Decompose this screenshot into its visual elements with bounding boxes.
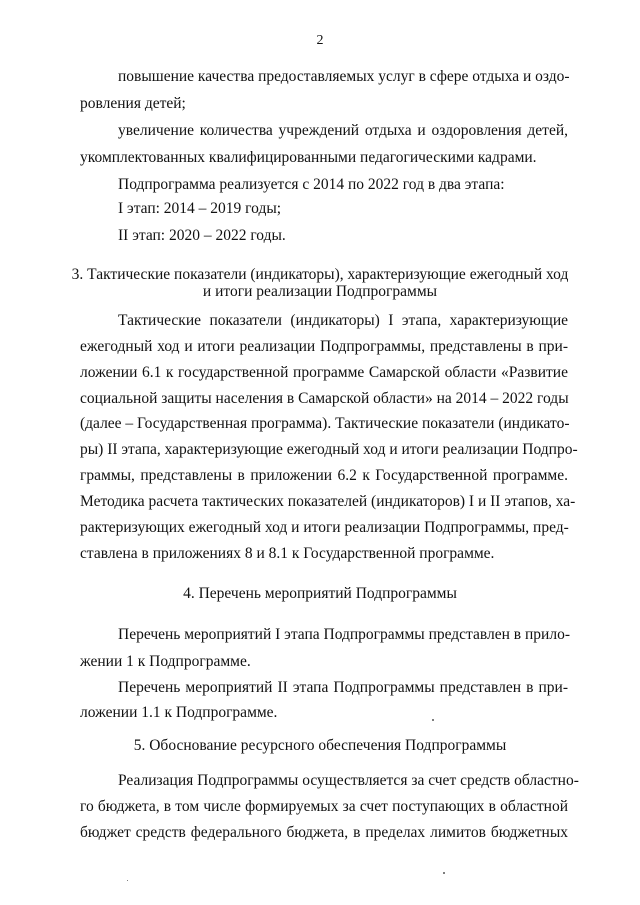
text-line: Перечень мероприятий II этапа Подпрограммы представлен в при- (118, 679, 568, 696)
text-line: рактеризующих ежегодный ход и итоги реализации Подпрограммы, пред- (80, 519, 569, 536)
text-line: ложении 6.1 к государственной программе Самарской области «Развитие (80, 364, 568, 381)
text-line: Перечень мероприятий I этапа Подпрограммы представлен в прило- (118, 626, 570, 643)
section-heading: 5. Обоснование ресурсного обеспечения Подпрограммы (133, 737, 507, 754)
scan-speck (432, 719, 434, 721)
text-line: Реализация Подпрограммы осуществляется за счет средств областно- (118, 772, 579, 789)
text-line: граммы, представлены в приложении 6.2 к Государственной программе. (80, 467, 568, 484)
page-number: 2 (316, 33, 324, 48)
text-line: бюджет средств федерального бюджета, в пределах лимитов бюджетных (80, 824, 568, 841)
text-line: Тактические показатели (индикаторы) I этапа, характеризующие (118, 312, 568, 329)
text-line: (далее – Государственная программа). Тактические показатели (индикато- (80, 415, 570, 432)
text-line: ровления детей; (80, 95, 186, 112)
section-heading: и итоги реализации Подпрограммы (202, 283, 438, 300)
text-line: Методика расчета тактических показателей (индикаторов) I и II этапов, ха- (80, 493, 576, 510)
text-line: II этап: 2020 – 2022 годы. (118, 227, 286, 244)
section-heading: 4. Перечень мероприятий Подпрограммы (183, 585, 457, 602)
text-line: повышение качества предоставляемых услуг в сфере отдыха и оздо- (118, 68, 570, 85)
text-line: укомплектованных квалифицированными педагогическими кадрами. (80, 149, 537, 166)
text-line: социальной защиты населения в Самарской области» на 2014 – 2022 годы (80, 390, 569, 407)
text-line: ложении 1.1 к Подпрограмме. (80, 704, 278, 721)
text-line: го бюджета, в том числе формируемых за счет поступающих в областной (80, 798, 568, 815)
text-line: увеличение количества учреждений отдыха и оздоровления детей, (118, 122, 568, 139)
scan-speck (127, 880, 128, 881)
text-line: жении 1 к Подпрограмме. (80, 653, 251, 670)
text-line: Подпрограмма реализуется с 2014 по 2022 год в два этапа: (118, 176, 505, 193)
text-line: ры) II этапа, характеризующие ежегодный ход и итоги реализации Подпро- (80, 441, 578, 458)
scan-speck (443, 872, 445, 874)
text-line: I этап: 2014 – 2019 годы; (118, 200, 282, 217)
text-line: ставлена в приложениях 8 и 8.1 к Государственной программе. (80, 545, 495, 562)
text-line: ежегодный ход и итоги реализации Подпрограммы, представлены в при- (80, 338, 568, 355)
section-heading: 3. Тактические показатели (индикаторы), характеризующие ежегодный ход (71, 266, 569, 283)
